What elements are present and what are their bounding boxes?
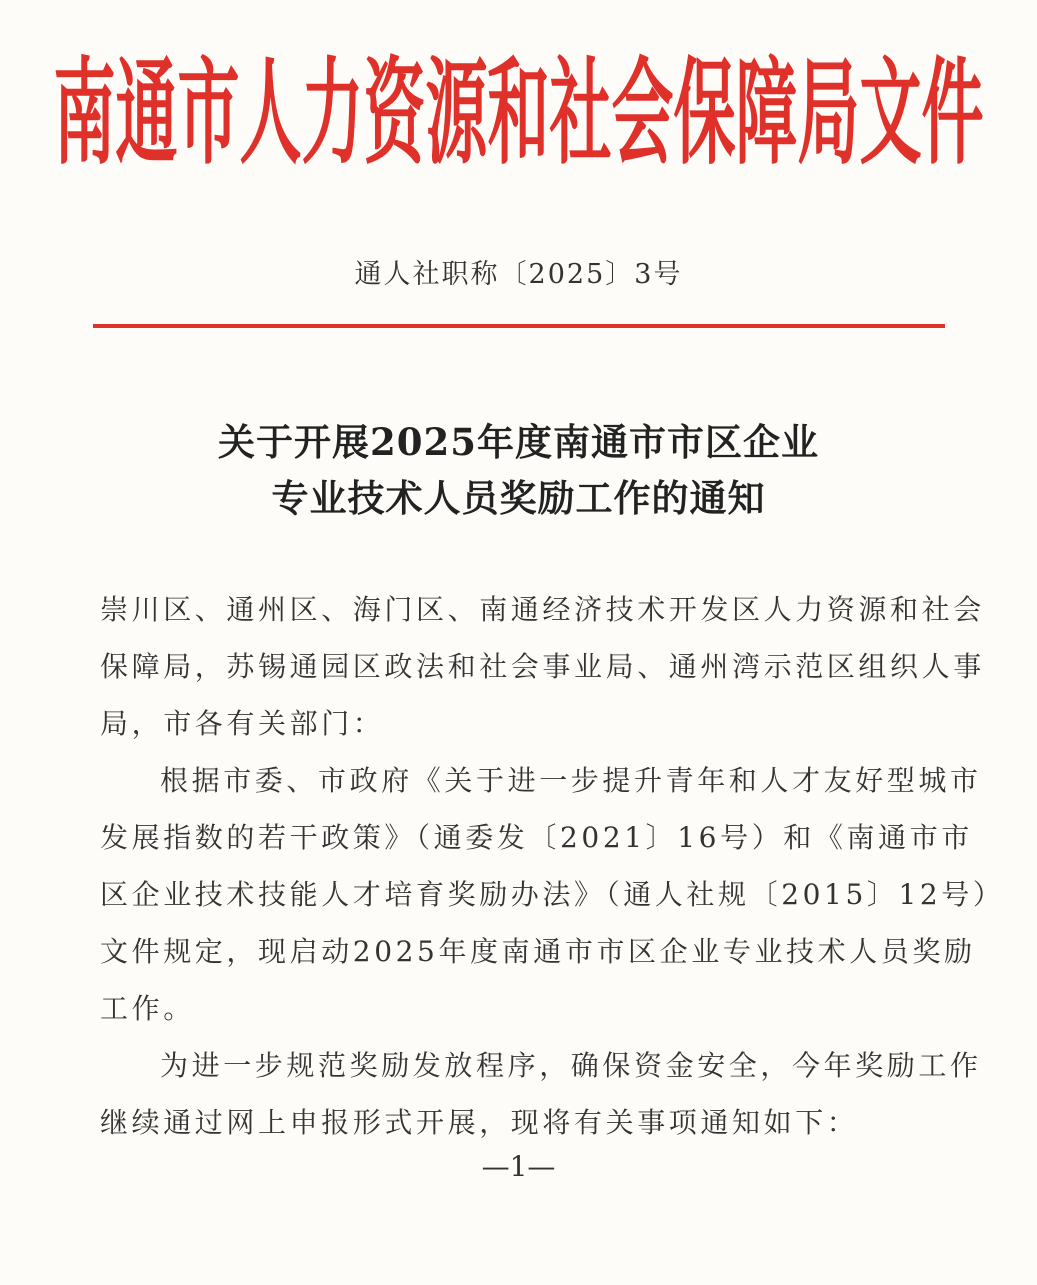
- paragraph-1-line: 根据市委、市政府《关于进一步提升青年和人才友好型城市: [160, 764, 982, 797]
- masthead: [53, 28, 984, 180]
- notice-title-line-1: 关于开展2025年度南通市市区企业: [218, 420, 819, 464]
- addressee-line: 局，市各有关部门：: [100, 707, 385, 740]
- red-divider: [93, 324, 945, 328]
- paragraph-1-line: 文件规定，现启动2025年度南通市市区企业专业技术人员奖励: [100, 935, 976, 968]
- document-number: 通人社职称〔2025〕3号: [354, 259, 683, 290]
- page-number: —1—: [481, 1150, 556, 1183]
- paragraph-2-line: 为进一步规范奖励发放程序，确保资金安全，今年奖励工作: [160, 1049, 982, 1082]
- paragraph-1-line: 区企业技术技能人才培育奖励办法》（通人社规〔2015〕12号）: [100, 878, 1005, 911]
- masthead-title: 南通市人力资源和社会保障局文件: [53, 44, 984, 180]
- addressee-line: 崇川区、通州区、海门区、南通经济技术开发区人力资源和社会: [100, 593, 985, 626]
- notice-title-line-2: 专业技术人员奖励工作的通知: [271, 476, 766, 520]
- paragraph-2-line: 继续通过网上申报形式开展，现将有关事项通知如下：: [100, 1106, 859, 1139]
- addressee-line: 保障局，苏锡通园区政法和社会事业局、通州湾示范区组织人事: [100, 650, 985, 683]
- paragraph-1-line: 发展指数的若干政策》（通委发〔2021〕16号）和《南通市市: [100, 821, 973, 854]
- paragraph-1-line: 工作。: [100, 992, 195, 1025]
